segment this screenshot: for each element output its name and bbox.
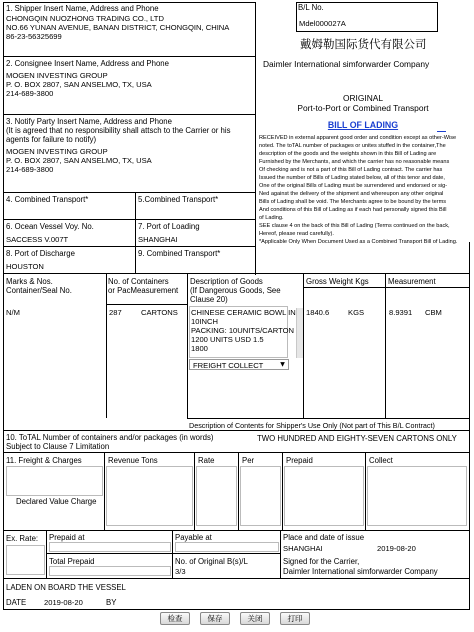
collect-field[interactable] xyxy=(367,466,467,526)
consignee-label: 2. Consignee Insert Name, Address and Phone xyxy=(6,59,169,68)
ocean-vessel-value[interactable]: SACCESS V.007T xyxy=(6,235,69,244)
prepaid-label: Prepaid xyxy=(286,456,313,465)
rate-field[interactable] xyxy=(196,466,237,526)
port-of-loading-label: 7. Port of Loading xyxy=(138,222,200,231)
consignee-line-3[interactable]: 214-689-3800 xyxy=(6,89,54,98)
transport-type-label: Port-to-Port or Combined Transport xyxy=(297,103,429,113)
laden-date-value[interactable]: 2019-08-20 xyxy=(44,598,83,607)
bill-of-lading-title: BILL OF LADING xyxy=(327,120,399,130)
freight-charges-field[interactable] xyxy=(6,466,103,496)
description-line-5: 1800 xyxy=(191,344,208,353)
notify-label-1: 3. Notify Party Insert Name, Address and Phone xyxy=(6,117,172,126)
description-line-3: PACKING: 10UNITS/CARTON xyxy=(191,326,294,335)
bl-number-label: B/L No. xyxy=(298,3,324,12)
port-of-discharge-label: 8. Port of Discharge xyxy=(6,249,75,258)
originals-label: No. of Original B(s)/L xyxy=(175,557,248,566)
laden-date-label: DATE xyxy=(6,598,27,607)
date-of-issue-value[interactable]: 2019-08-20 xyxy=(377,544,416,553)
notify-line-1[interactable]: MOGEN INVESTING GROUP xyxy=(6,147,108,156)
payable-at-field[interactable] xyxy=(175,542,279,552)
signed-label-2: Daimler International simforwarder Company xyxy=(283,567,438,576)
check-button[interactable]: 检查 xyxy=(160,612,190,625)
originals-value[interactable]: 3/3 xyxy=(175,567,186,576)
shipper-line-3[interactable]: 86-23-56325699 xyxy=(6,32,62,41)
prepaid-at-label: Prepaid at xyxy=(49,533,85,542)
revenue-tons-label: Revenue Tons xyxy=(108,456,158,465)
description-header-3: Clause 20) xyxy=(190,295,228,304)
notify-line-2[interactable]: P. O. BOX 2807, SAN ANSELMO, TX, USA xyxy=(6,156,152,165)
measurement-value[interactable]: 8.9391 xyxy=(389,308,413,317)
port-of-loading-value[interactable]: SHANGHAI xyxy=(138,235,178,244)
port-of-discharge-value[interactable]: HOUSTON xyxy=(6,262,44,271)
place-date-label: Place and date of issue xyxy=(283,533,365,542)
freight-charges-label: 11. Freight & Charges xyxy=(6,456,82,465)
revenue-tons-field[interactable] xyxy=(106,466,193,526)
prepaid-field[interactable] xyxy=(284,466,364,526)
total-packages-label-2: Subject to Clause 7 Limitation xyxy=(6,442,110,451)
total-prepaid-label: Total Prepaid xyxy=(49,557,95,566)
company-name-en: Daimler International simforwarder Company xyxy=(263,59,430,69)
total-packages-label-1: 10. ToTAL Number of containers and/or packages (in words) xyxy=(6,433,214,442)
shipper-use-note: Description of Contents for Shipper's Use Only (Not part of This B/L Contract) xyxy=(189,421,435,430)
marks-header-2: Container/Seal No. xyxy=(6,286,72,295)
combined-transport-9-label: 9. Combined Transport* xyxy=(138,249,221,258)
combined-transport-5-label: 5.Combined Transport* xyxy=(138,195,219,204)
rate-label: Rate xyxy=(198,456,215,465)
gross-weight-unit[interactable]: KGS xyxy=(348,308,365,317)
marks-header-1: Marks & Nos. xyxy=(6,277,53,286)
total-prepaid-field[interactable] xyxy=(49,566,171,576)
save-button[interactable]: 保存 xyxy=(200,612,230,625)
description-line-2: 10INCH xyxy=(191,317,219,326)
consignee-line-1[interactable]: MOGEN INVESTING GROUP xyxy=(6,71,108,80)
gross-weight-header: Gross Weight Kgs xyxy=(306,277,369,286)
description-scrollbar[interactable] xyxy=(296,308,303,358)
package-unit-value[interactable]: CARTONS xyxy=(141,308,178,317)
laden-on-board-label: LADEN ON BOARD THE VESSEL xyxy=(6,583,126,592)
description-header-2: (If Dangerous Goods, See xyxy=(190,286,281,295)
shipper-line-2[interactable]: NO.66 YUNAN AVENUE, BANAN DISTRICT, CHONGQIN, CHINA xyxy=(6,23,230,32)
description-line-1: CHINESE CERAMIC BOWL IN xyxy=(191,308,296,317)
close-button[interactable]: 关闭 xyxy=(240,612,270,625)
original-label: ORIGINAL xyxy=(342,93,384,103)
consignee-line-2[interactable]: P. O. BOX 2807, SAN ANSELMO, TX, USA xyxy=(6,80,152,89)
containers-header-2: or PacMeasurement xyxy=(108,286,179,295)
measurement-unit[interactable]: CBM xyxy=(425,308,442,317)
ex-rate-label: Ex. Rate: xyxy=(6,534,39,543)
shipper-line-1[interactable]: CHONGQIN NUOZHONG TRADING CO., LTD xyxy=(6,14,164,23)
prepaid-at-field[interactable] xyxy=(49,542,171,552)
shipper-label: 1. Shipper Insert Name, Address and Phone xyxy=(6,4,159,13)
notify-label-2: (It is agreed that no responsibility shall attsch to the Carrier or his xyxy=(6,126,231,135)
signed-label-1: Signed for the Carrier, xyxy=(283,557,360,566)
total-packages-words[interactable]: TWO HUNDRED AND EIGHTY-SEVEN CARTONS ONLY xyxy=(257,434,457,443)
measurement-header: Measurement xyxy=(388,277,436,286)
place-of-issue-value[interactable]: SHANGHAI xyxy=(283,544,323,553)
collect-label: Collect xyxy=(369,456,393,465)
bl-number-value[interactable]: Mdel000027A xyxy=(299,19,346,28)
package-count-value[interactable]: 287 xyxy=(109,308,122,317)
per-field[interactable] xyxy=(240,466,281,526)
notify-label-3: agents for failure to notify) xyxy=(6,135,97,144)
freight-terms-select[interactable] xyxy=(189,359,289,370)
print-button[interactable]: 打印 xyxy=(280,612,310,625)
chevron-down-icon: ▼ xyxy=(280,361,285,368)
ex-rate-field[interactable] xyxy=(6,545,45,575)
notify-line-3[interactable]: 214-689-3800 xyxy=(6,165,54,174)
gross-weight-value[interactable]: 1840.6 xyxy=(306,308,330,317)
laden-by-label: BY xyxy=(106,598,117,607)
description-header-1: Description of Goods xyxy=(190,277,263,286)
freight-terms-selected: FREIGHT COLLECT xyxy=(193,361,264,370)
company-name-cn: 戴姆勒国际货代有限公司 xyxy=(300,37,427,51)
containers-header-1: No. of Containers xyxy=(108,277,169,286)
marks-value[interactable]: N/M xyxy=(6,308,20,317)
description-line-4: 1200 UNITS USD 1.5 xyxy=(191,335,264,344)
declared-value-label: Declared Value Charge xyxy=(16,497,97,506)
per-label: Per xyxy=(242,456,255,465)
ocean-vessel-label: 6. Ocean Vessel Voy. No. xyxy=(6,222,94,231)
combined-transport-4-label: 4. Combined Transport* xyxy=(6,195,89,204)
payable-at-label: Payable at xyxy=(175,533,212,542)
